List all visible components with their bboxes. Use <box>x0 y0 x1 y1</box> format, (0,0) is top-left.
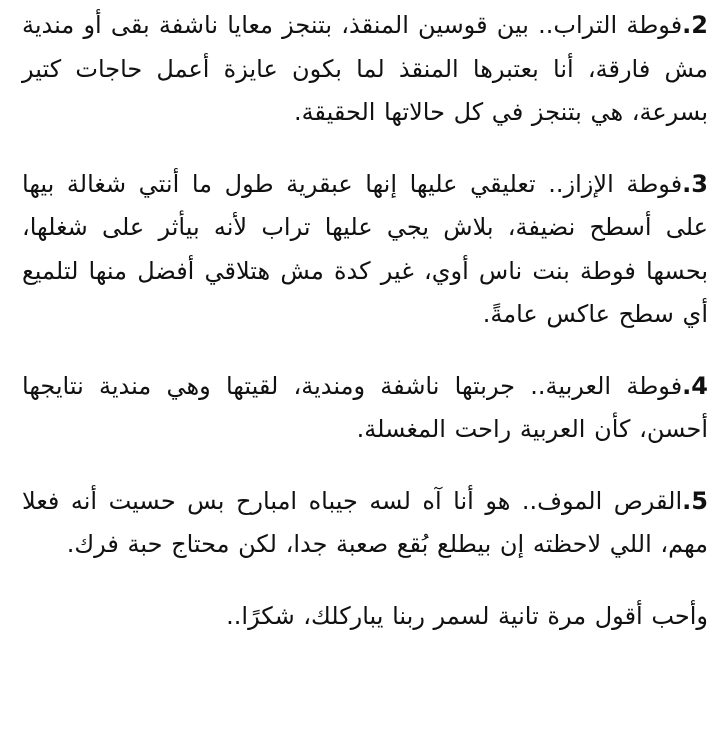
item-number: 2. <box>682 11 708 39</box>
closing-paragraph <box>22 595 708 639</box>
paragraph-item-2 <box>22 4 708 135</box>
paragraph-text: فوطة الإزاز.. تعليقي عليها إنها عبقرية طول ما أنتي شغالة بيها على أسطح نضيفة، بلاش يجي عليها تراب لأنه بيأثر على شغلها، بحسها فوطة بنت ناس أوي، غير كدة مش هتلاقي أفضل منها لتلميع أي سطح عاكس عامةً. <box>22 169 708 328</box>
item-number: 3. <box>682 169 708 198</box>
item-number: 4. <box>682 371 708 400</box>
paragraph-item-3 <box>22 163 708 337</box>
paragraph-item-5 <box>22 480 708 567</box>
paragraph-text: وأحب أقول مرة تانية لسمر ربنا يباركلك، شكرًا.. <box>226 601 708 630</box>
paragraph-text: القرص الموف.. هو أنا آه لسه جيباه امبارح بس حسيت أنه فعلا مهم، اللي لاحظته إن بيطلع بُقع صعبة جدا، لكن محتاج حبة فرك. <box>22 486 708 558</box>
paragraph-text: فوطة العربية.. جربتها ناشفة ومندية، لقيتها وهي مندية نتايجها أحسن، كأن العربية راحت المغسلة. <box>22 371 708 443</box>
item-number: 5. <box>682 486 708 515</box>
paragraph-text: فوطة التراب.. بين قوسين المنقذ، بتنجز معايا ناشفة بقى أو مندية مش فارقة، أنا بعتبرها المنقذ لما بكون عايزة أعمل حاجات كتير بسرعة، هي بتنجز في كل حالاتها الحقيقة. <box>22 11 708 126</box>
paragraph-item-4 <box>22 365 708 452</box>
